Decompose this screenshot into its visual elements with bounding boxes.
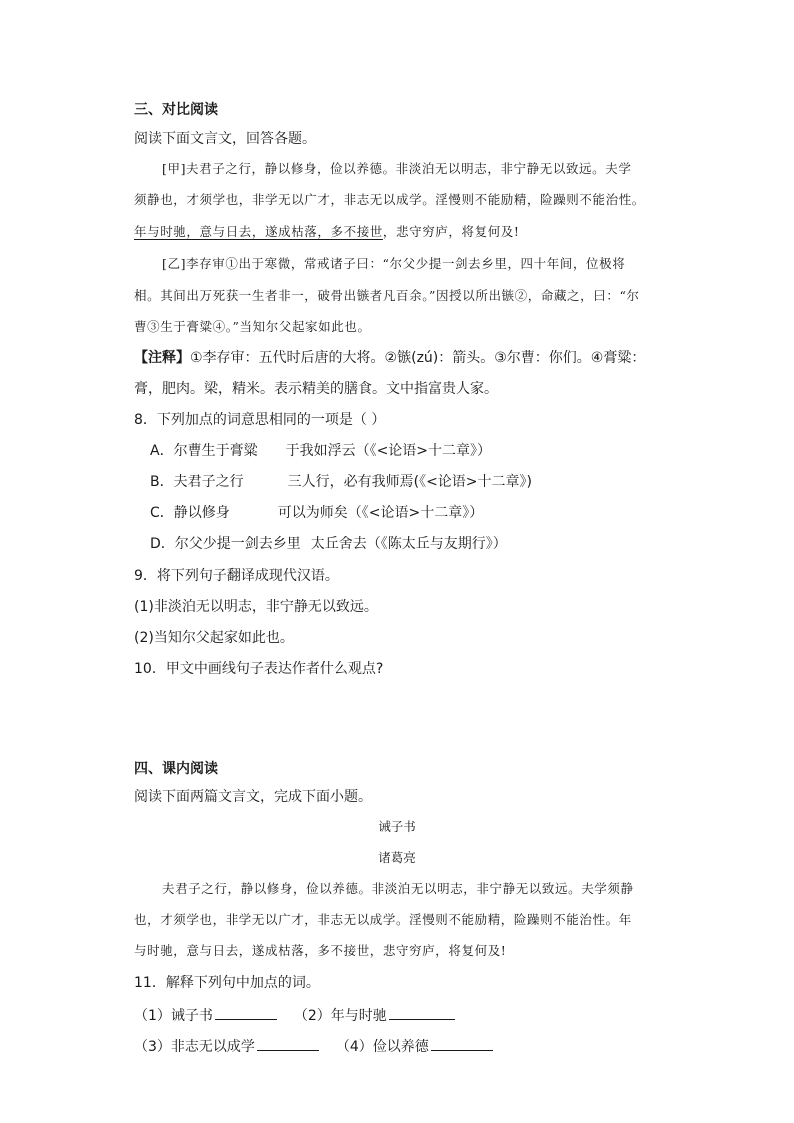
q8-b-right: 三人行，必有我师焉(《<论语>十二章》) <box>287 474 532 490</box>
q11-row1 <box>134 1005 455 1025</box>
section3-instruction: 阅读下面文言文，回答各题。 <box>134 131 316 147</box>
q8-c-left: C．静以修身 <box>150 505 230 521</box>
q8-option-b <box>150 473 532 491</box>
answer-blank-2[interactable] <box>389 1005 455 1020</box>
passage-yi-line2: 相。其间出万死获一生者非一，破骨出镞者凡百余。”因授以所出镞②，命藏之，曰：“尔 <box>134 288 640 303</box>
passage-jia-line3-rest: ，悲守穷庐，将复何及! <box>382 224 520 239</box>
notes-text-1: ①李存审：五代时后唐的大将。②镞(zú)：箭头。③尔曹：你们。④膏粱： <box>190 350 646 366</box>
q10-stem: 10．甲文中画线句子表达作者什么观点? <box>134 661 384 677</box>
notes-line2: 膏，肥肉。梁，精米。表示精美的膳食。文中指富贵人家。 <box>134 381 498 397</box>
q11-item3: （3）非志无以成学 <box>134 1039 255 1055</box>
q11-item2: （2）年与时驰 <box>293 1008 387 1024</box>
q11-item4: （4）俭以养德 <box>335 1039 429 1055</box>
q8-option-c <box>150 504 483 522</box>
essay-author: 诸葛亮 <box>378 850 416 865</box>
q11-row2 <box>134 1036 493 1056</box>
notes-label: 【注释】 <box>134 350 190 366</box>
q8-d-right: 太丘舍去（《陈太丘与友期行》） <box>310 536 507 552</box>
answer-blank-4[interactable] <box>431 1036 493 1051</box>
q8-a-right: 于我如浮云（《<论语>十二章》） <box>285 443 492 459</box>
notes-line1 <box>134 349 645 367</box>
q8-d-left: D．尔父少提一剑去乡里 <box>150 536 301 552</box>
essay-title: 诫子书 <box>378 819 416 834</box>
q8-stem: 8．下列加点的词意思相同的一项是（ ） <box>134 412 386 428</box>
q11-stem: 11．解释下列句中加点的词。 <box>134 975 320 991</box>
answer-blank-3[interactable] <box>257 1036 319 1051</box>
passage-jia-line1: [甲]夫君子之行，静以修身，俭以养德。非淡泊无以明志，非宁静无以致远。夫学 <box>162 161 632 176</box>
passage-yi-line3: 曹③生于膏粱④。”当知尔父起家如此也。 <box>134 319 371 334</box>
section4-instruction: 阅读下面两篇文言文，完成下面小题。 <box>134 789 372 805</box>
passage-yi-line1: [乙]李存审①出于寒微，常戒诸子曰：“尔父少提一剑去乡里，四十年间，位极将 <box>162 256 626 271</box>
q9-stem: 9．将下列句子翻译成现代汉语。 <box>134 568 339 584</box>
q8-a-left: A．尔曹生于膏粱 <box>150 443 258 459</box>
passage-jia-line3 <box>134 223 520 241</box>
underlined-sentence: 年与时驰，意与日去，遂成枯落，多不接世 <box>134 224 383 239</box>
answer-blank-1[interactable] <box>215 1005 277 1020</box>
q8-option-a <box>150 442 491 460</box>
q8-c-right: 可以为师矣（《<论语>十二章》） <box>277 505 484 521</box>
q9-sentence-2: (2)当知尔父起家如此也。 <box>134 630 294 646</box>
section3-title: 三、对比阅读 <box>134 102 218 118</box>
essay-line1: 夫君子之行，静以修身，俭以养德。非淡泊无以明志，非宁静无以致远。夫学须静 <box>162 881 634 896</box>
passage-jia-line2: 须静也，才须学也，非学无以广才，非志无以成学。淫慢则不能励精，险躁则不能治性。 <box>134 192 645 207</box>
section4-title: 四、课内阅读 <box>134 761 218 777</box>
q8-b-left: B．夫君子之行 <box>150 474 244 490</box>
essay-line2: 也，才须学也，非学无以广才，非志无以成学。淫慢则不能励精，险躁则不能治性。年 <box>134 912 632 927</box>
q9-sentence-1: (1)非淡泊无以明志，非宁静无以致远。 <box>134 599 378 615</box>
q11-item1: （1）诫子书 <box>134 1008 213 1024</box>
q8-option-d <box>150 535 507 553</box>
essay-line3: 与时驰，意与日去，遂成枯落，多不接世，悲守穷庐，将复何及! <box>134 943 507 958</box>
